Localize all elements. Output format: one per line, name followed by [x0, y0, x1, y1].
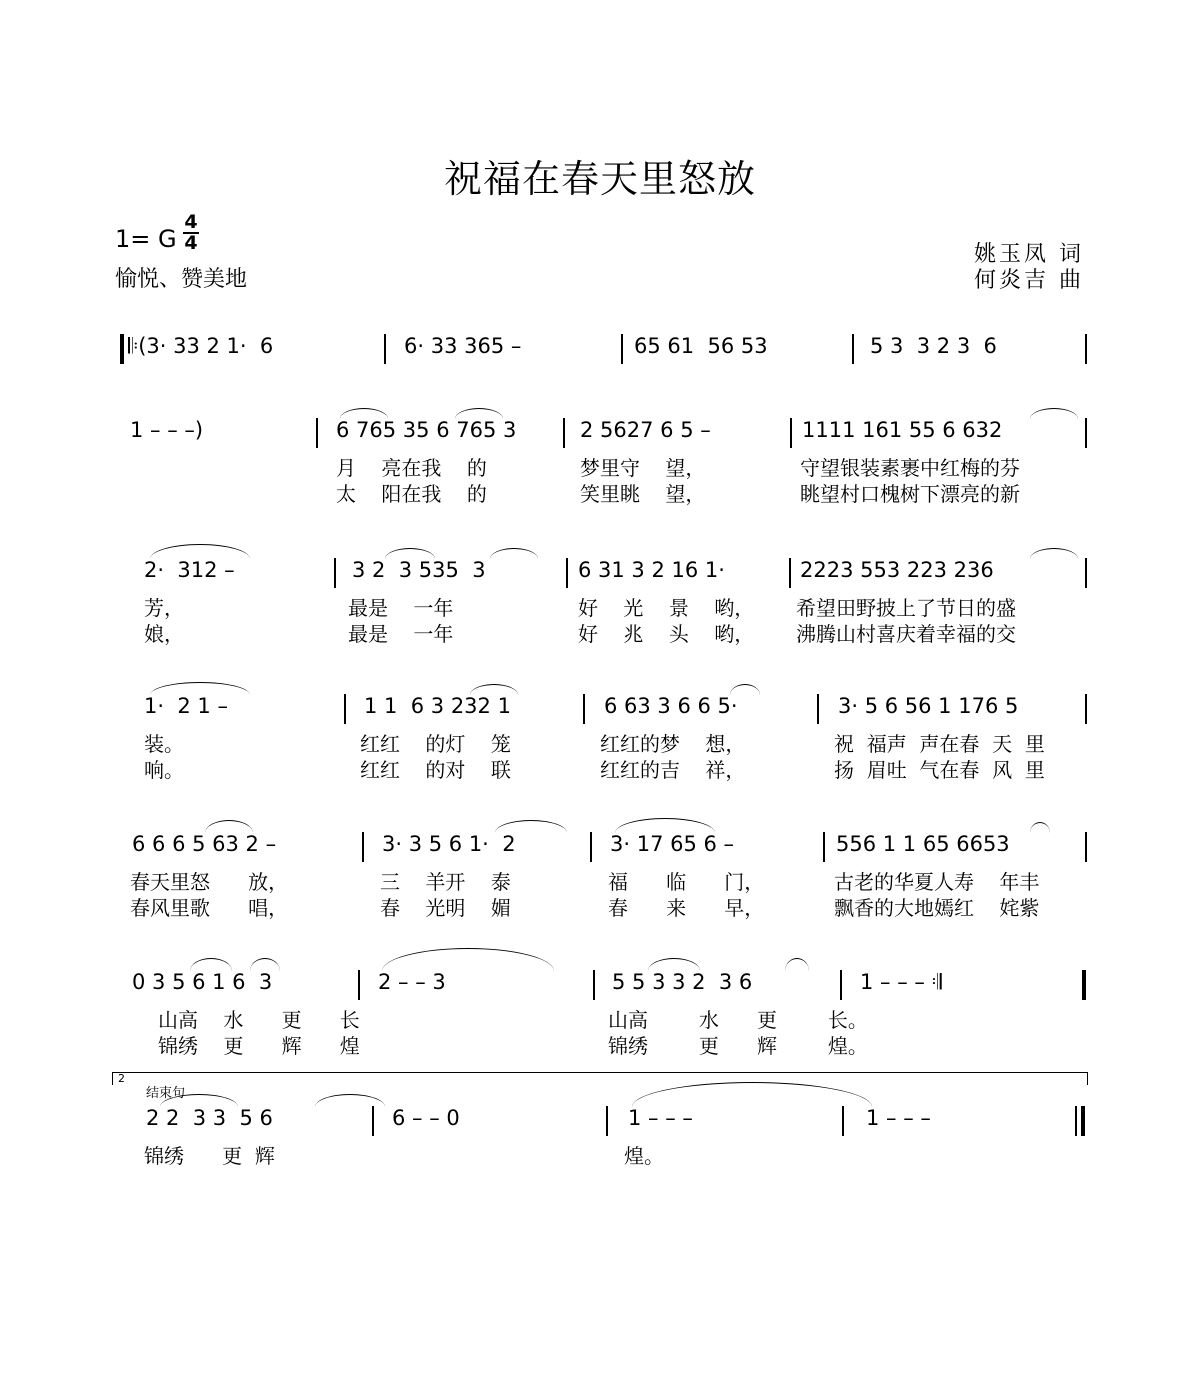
lyric-verse-1: 古老的华夏人寿 年丰 [834, 870, 1040, 894]
slur [1030, 548, 1078, 559]
bar-line [593, 970, 595, 1000]
lyric-verse-2: 沸腾山村喜庆着幸福的交 [796, 622, 1016, 646]
measure: 5 3 3 2 3 6 [870, 334, 997, 358]
measure: 𝄆(3· 33 2 1· 6 [128, 334, 274, 358]
bar-line [789, 558, 791, 588]
bar-line [563, 418, 565, 448]
lyric-verse-2: 眺望村口槐树下漂亮的新 [800, 482, 1020, 506]
lyric-verse-1: 祝 福声 声在春 天 里 [834, 732, 1045, 756]
bar-line [621, 334, 623, 364]
slur [490, 548, 538, 559]
repeat-end-bar [1082, 970, 1086, 1000]
bar-line [384, 334, 386, 364]
bar-line [583, 694, 585, 724]
lyric-verse-1: 红红 的灯 笼 [360, 732, 511, 756]
lyric-verse-1: 最是 一年 [348, 596, 454, 620]
lyric-verse-1: 希望田野披上了节日的盛 [796, 596, 1016, 620]
measure: 1 – – – [628, 1106, 693, 1130]
slur [730, 684, 760, 695]
lyric-verse-2: 好 兆 头 哟， [578, 622, 755, 646]
lyric-verse-2: 最是 一年 [348, 622, 454, 646]
slur [1030, 822, 1050, 833]
lyric-verse-2: 锦绣 更 辉 煌。 [608, 1034, 868, 1058]
measure: 6· 33 365 – [404, 334, 522, 358]
measure: 6 31 3 2 16 1· [578, 558, 725, 582]
measure: 1 – – – [866, 1106, 931, 1130]
lyric-verse-1: 山高 水 更 长。 [608, 1008, 868, 1032]
volta-number: 2 [118, 1072, 125, 1085]
measure: 6 63 3 6 6 5· [604, 694, 738, 718]
lyric-verse-2: 春 来 早， [608, 896, 765, 920]
lyric-verse-2: 春 光明 媚 [380, 896, 511, 920]
time-signature-top: 4 [184, 211, 198, 233]
measure: 0 3 5 6 1 6 3 [132, 970, 273, 994]
bar-line [566, 558, 568, 588]
page-title: 祝福在春天里怒放 [443, 157, 756, 201]
lyric-verse-1: 梦里守 望， [580, 456, 706, 480]
lyricist-credit: 姚玉凤 词 [974, 242, 1084, 267]
bar-line [823, 832, 825, 862]
slur [1030, 408, 1078, 419]
bar-line [1085, 334, 1087, 364]
composer-credit: 何炎吉 曲 [974, 268, 1084, 293]
lyric-verse-2: 响。 [144, 758, 184, 782]
slur [205, 820, 253, 833]
measure: 3· 5 6 56 1 176 5 [838, 694, 1019, 718]
time-signature-bottom: 4 [184, 232, 198, 254]
tempo-marking: 愉悦、赞美地 [115, 267, 248, 292]
bar-line [606, 1106, 608, 1136]
measure: 3· 3 5 6 1· 2 [382, 832, 516, 856]
slur [250, 958, 280, 971]
measure: 3· 17 65 6 – [610, 832, 735, 856]
lyric-verse-1: 福 临 门， [608, 870, 765, 894]
measure: 5 5 3 3 2 3 6 [612, 970, 753, 994]
bar-line [1085, 694, 1087, 724]
slur [615, 818, 715, 833]
lyric-verse-1: 芳， [144, 596, 184, 620]
measure: 2 5627 6 5 – [580, 418, 711, 442]
second-ending-bracket [112, 1072, 1088, 1085]
bar-line [344, 694, 346, 724]
lyric-verse-1: 春天里怒 放， [130, 870, 289, 894]
bar-line [362, 832, 364, 862]
measure: 65 61 56 53 [634, 334, 768, 358]
slur [190, 958, 232, 971]
lyric-verse-2: 红红 的对 联 [360, 758, 511, 782]
lyric-verse-2: 笑里眺 望， [580, 482, 706, 506]
measure: 556 1 1 65 6653 [836, 832, 1010, 856]
lyric-verse-2: 红红的吉 祥， [600, 758, 746, 782]
lyric-verse-1: 三 羊开 泰 [380, 870, 511, 894]
bar-line [1085, 832, 1087, 862]
lyric-verse-2: 飘香的大地嫣红 姹紫 [834, 896, 1040, 920]
lyric-verse-1: 好 光 景 哟， [578, 596, 755, 620]
bar-line [852, 334, 854, 364]
measure: 2· 312 – [144, 558, 235, 582]
bar-line [1075, 1106, 1077, 1136]
key-signature: 1= G [115, 225, 177, 253]
bar-line [842, 1106, 844, 1136]
lyric-verse-1: 月 亮在我 的 [336, 456, 487, 480]
measure: 2 2 3 3 5 6 [146, 1106, 273, 1130]
slur [785, 958, 809, 971]
measure: 1 1 6 3 232 1 [364, 694, 511, 718]
bar-line [372, 1106, 374, 1136]
bar-line [1085, 558, 1087, 588]
bar-line [334, 558, 336, 588]
measure: 1111 161 55 6 632 [802, 418, 1003, 442]
ending-label: 结束句 [146, 1086, 186, 1101]
slur [648, 958, 700, 971]
slur [150, 682, 250, 695]
lyric-verse-2: 娘， [144, 622, 184, 646]
slur [632, 1082, 872, 1107]
measure: 2 – – 3 [378, 970, 446, 994]
slur [470, 684, 518, 695]
bar-line [817, 694, 819, 724]
lyric-verse-2: 锦绣 更 辉 煌 [158, 1034, 360, 1058]
slur [150, 544, 250, 559]
lyric-verse-1: 煌。 [624, 1144, 664, 1168]
measure: 6 – – 0 [392, 1106, 460, 1130]
time-signature [181, 213, 201, 253]
lyric-verse-2: 扬 眉吐 气在春 风 里 [834, 758, 1045, 782]
slur [382, 948, 554, 971]
measure: 1 – – – 𝄇 [860, 970, 942, 994]
slur [455, 408, 503, 419]
lyric-verse-1: 装。 [144, 732, 184, 756]
lyric-verse-1: 守望银装素裹中红梅的芬 [800, 456, 1020, 480]
measure: 6 6 6 5 63 2 – [132, 832, 277, 856]
bar-line [790, 418, 792, 448]
slur [495, 820, 567, 833]
bar-line [590, 832, 592, 862]
lyric-verse-1: 山高 水 更 长 [158, 1008, 360, 1032]
measure: 2223 553 223 236 [800, 558, 994, 582]
lyric-verse-2: 春风里歌 唱， [130, 896, 289, 920]
lyric-verse-1: 红红的梦 想， [600, 732, 746, 756]
measure: 6 765 35 6 765 3 [336, 418, 517, 442]
measure: 1· 2 1 – [144, 694, 228, 718]
bar-line [840, 970, 842, 1000]
measure: 3 2 3 535 3 [352, 558, 486, 582]
final-bar [1081, 1106, 1085, 1136]
slur [340, 408, 388, 419]
measure: 1 – – –) [130, 418, 204, 442]
lyric-verse-2: 太 阳在我 的 [336, 482, 487, 506]
repeat-start-bar [120, 334, 124, 364]
lyric-verse-1: 锦绣 更 辉 [144, 1144, 275, 1168]
bar-line [316, 418, 318, 448]
slur [385, 548, 435, 559]
bar-line [358, 970, 360, 1000]
slur [315, 1094, 385, 1107]
bar-line [1085, 418, 1087, 448]
